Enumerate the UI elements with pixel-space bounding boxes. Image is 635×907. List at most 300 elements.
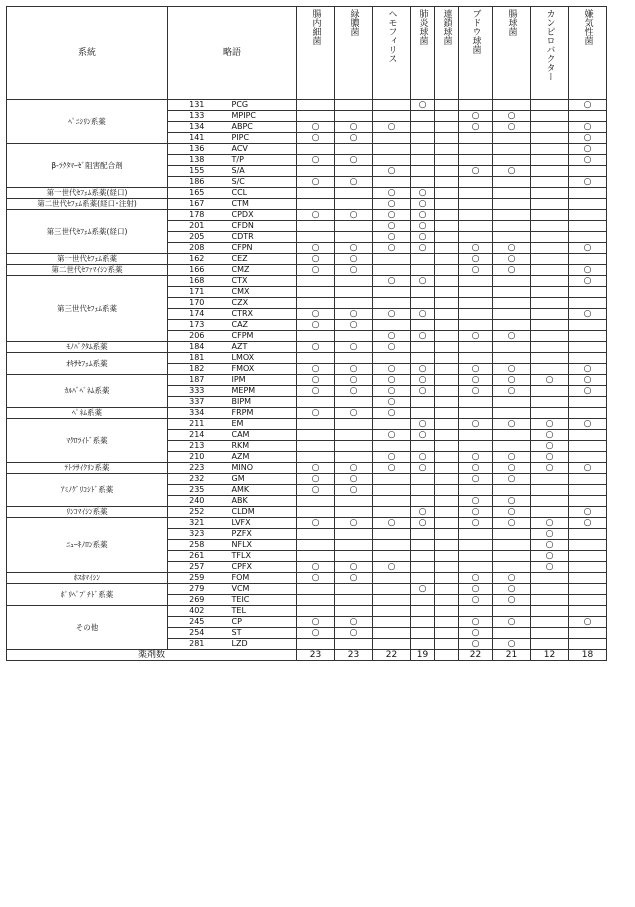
activity-cell bbox=[373, 441, 411, 452]
activity-cell: ○ bbox=[335, 155, 373, 166]
activity-cell: ○ bbox=[373, 408, 411, 419]
activity-cell bbox=[335, 430, 373, 441]
drug-abbr: IPM bbox=[226, 375, 297, 386]
activity-cell: ○ bbox=[297, 386, 335, 397]
activity-cell bbox=[569, 221, 607, 232]
activity-cell bbox=[531, 584, 569, 595]
activity-cell bbox=[459, 353, 493, 364]
drug-code: 133 bbox=[168, 111, 226, 122]
drug-code: 208 bbox=[168, 243, 226, 254]
activity-cell bbox=[531, 353, 569, 364]
drug-abbr: FMOX bbox=[226, 364, 297, 375]
activity-cell bbox=[411, 595, 435, 606]
table-footer bbox=[7, 650, 607, 661]
table-row bbox=[7, 276, 607, 287]
activity-cell bbox=[373, 496, 411, 507]
activity-cell: ○ bbox=[335, 177, 373, 188]
activity-cell: ○ bbox=[569, 155, 607, 166]
activity-cell bbox=[531, 320, 569, 331]
header-organism-5: ブドウ球菌 bbox=[459, 7, 493, 100]
drug-abbr: S/C bbox=[226, 177, 297, 188]
activity-cell bbox=[411, 144, 435, 155]
drug-abbr: CMZ bbox=[226, 265, 297, 276]
activity-cell bbox=[531, 221, 569, 232]
activity-cell: ○ bbox=[569, 386, 607, 397]
activity-cell: ○ bbox=[459, 419, 493, 430]
activity-cell bbox=[435, 551, 459, 562]
activity-cell: ○ bbox=[335, 254, 373, 265]
drug-code: 211 bbox=[168, 419, 226, 430]
activity-cell bbox=[373, 111, 411, 122]
drug-code: 259 bbox=[168, 573, 226, 584]
drug-abbr: PIPC bbox=[226, 133, 297, 144]
activity-cell: ○ bbox=[373, 243, 411, 254]
drug-abbr: CTRX bbox=[226, 309, 297, 320]
activity-cell bbox=[569, 441, 607, 452]
activity-cell bbox=[531, 606, 569, 617]
table-row bbox=[7, 210, 607, 221]
activity-cell: ○ bbox=[297, 155, 335, 166]
activity-cell bbox=[459, 562, 493, 573]
table-row bbox=[7, 144, 607, 155]
activity-cell bbox=[411, 254, 435, 265]
activity-cell bbox=[335, 452, 373, 463]
activity-cell bbox=[297, 529, 335, 540]
activity-cell: ○ bbox=[411, 507, 435, 518]
activity-cell: ○ bbox=[531, 463, 569, 474]
activity-cell bbox=[493, 232, 531, 243]
activity-cell bbox=[297, 276, 335, 287]
activity-cell bbox=[435, 331, 459, 342]
activity-cell bbox=[435, 485, 459, 496]
activity-cell bbox=[569, 353, 607, 364]
activity-cell bbox=[411, 485, 435, 496]
drug-abbr: FRPM bbox=[226, 408, 297, 419]
activity-cell: ○ bbox=[493, 595, 531, 606]
activity-cell: ○ bbox=[493, 452, 531, 463]
activity-cell: ○ bbox=[335, 518, 373, 529]
activity-cell bbox=[435, 628, 459, 639]
activity-cell bbox=[435, 111, 459, 122]
activity-cell bbox=[335, 232, 373, 243]
activity-cell bbox=[297, 441, 335, 452]
drug-code: 321 bbox=[168, 518, 226, 529]
drug-code: 281 bbox=[168, 639, 226, 650]
drug-abbr: LMOX bbox=[226, 353, 297, 364]
activity-cell bbox=[493, 210, 531, 221]
activity-cell bbox=[411, 155, 435, 166]
activity-cell: ○ bbox=[569, 133, 607, 144]
activity-cell bbox=[411, 606, 435, 617]
activity-cell bbox=[493, 397, 531, 408]
drug-abbr: S/A bbox=[226, 166, 297, 177]
activity-cell: ○ bbox=[531, 375, 569, 386]
drug-code: 323 bbox=[168, 529, 226, 540]
activity-cell bbox=[335, 397, 373, 408]
activity-cell bbox=[531, 639, 569, 650]
activity-cell bbox=[411, 287, 435, 298]
activity-cell: ○ bbox=[373, 210, 411, 221]
activity-cell bbox=[435, 573, 459, 584]
activity-cell bbox=[493, 100, 531, 111]
activity-cell bbox=[569, 298, 607, 309]
activity-cell bbox=[297, 551, 335, 562]
activity-cell: ○ bbox=[373, 452, 411, 463]
activity-cell: ○ bbox=[531, 518, 569, 529]
activity-cell bbox=[411, 320, 435, 331]
activity-cell bbox=[335, 419, 373, 430]
activity-cell bbox=[435, 364, 459, 375]
activity-cell bbox=[335, 199, 373, 210]
drug-code: 257 bbox=[168, 562, 226, 573]
activity-cell: ○ bbox=[493, 463, 531, 474]
drug-abbr: FOM bbox=[226, 573, 297, 584]
drug-abbr: TFLX bbox=[226, 551, 297, 562]
activity-cell bbox=[411, 474, 435, 485]
activity-cell: ○ bbox=[493, 331, 531, 342]
activity-cell bbox=[411, 265, 435, 276]
activity-cell: ○ bbox=[335, 386, 373, 397]
activity-cell bbox=[435, 177, 459, 188]
activity-cell: ○ bbox=[373, 331, 411, 342]
activity-cell bbox=[335, 188, 373, 199]
activity-cell bbox=[373, 529, 411, 540]
activity-cell bbox=[569, 452, 607, 463]
activity-cell: ○ bbox=[373, 375, 411, 386]
activity-cell bbox=[297, 595, 335, 606]
activity-cell: ○ bbox=[411, 364, 435, 375]
activity-cell bbox=[459, 342, 493, 353]
table-row bbox=[7, 342, 607, 353]
activity-cell bbox=[297, 496, 335, 507]
activity-cell: ○ bbox=[459, 595, 493, 606]
activity-cell: ○ bbox=[531, 452, 569, 463]
drug-abbr: CPDX bbox=[226, 210, 297, 221]
activity-cell bbox=[531, 617, 569, 628]
drug-code: 213 bbox=[168, 441, 226, 452]
activity-cell: ○ bbox=[569, 243, 607, 254]
activity-cell bbox=[435, 408, 459, 419]
group-name: その他 bbox=[7, 606, 168, 650]
activity-cell bbox=[459, 100, 493, 111]
activity-cell: ○ bbox=[569, 100, 607, 111]
drug-code: 232 bbox=[168, 474, 226, 485]
activity-cell bbox=[297, 287, 335, 298]
activity-cell bbox=[459, 430, 493, 441]
activity-cell bbox=[335, 353, 373, 364]
activity-cell bbox=[459, 133, 493, 144]
activity-cell bbox=[411, 122, 435, 133]
drug-abbr: CFPM bbox=[226, 331, 297, 342]
drug-abbr: AZT bbox=[226, 342, 297, 353]
group-name: 第二世代ｾﾌｧﾏｲｼﾝ系薬 bbox=[7, 265, 168, 276]
table-row bbox=[7, 254, 607, 265]
activity-cell bbox=[297, 353, 335, 364]
drug-code: 155 bbox=[168, 166, 226, 177]
activity-cell bbox=[411, 529, 435, 540]
activity-cell: ○ bbox=[569, 518, 607, 529]
activity-cell bbox=[373, 265, 411, 276]
activity-cell: ○ bbox=[373, 221, 411, 232]
activity-cell: ○ bbox=[569, 419, 607, 430]
activity-cell bbox=[569, 562, 607, 573]
activity-cell bbox=[373, 155, 411, 166]
activity-cell: ○ bbox=[297, 617, 335, 628]
drug-code: 136 bbox=[168, 144, 226, 155]
activity-cell bbox=[435, 210, 459, 221]
activity-cell bbox=[373, 573, 411, 584]
activity-cell: ○ bbox=[297, 122, 335, 133]
drug-code: 166 bbox=[168, 265, 226, 276]
table-row bbox=[7, 584, 607, 595]
activity-cell bbox=[435, 166, 459, 177]
activity-cell: ○ bbox=[411, 452, 435, 463]
activity-cell bbox=[411, 177, 435, 188]
activity-cell bbox=[569, 397, 607, 408]
table-row bbox=[7, 199, 607, 210]
activity-cell: ○ bbox=[459, 364, 493, 375]
footer-count: 23 bbox=[297, 650, 335, 661]
table-row bbox=[7, 606, 607, 617]
activity-cell: ○ bbox=[531, 430, 569, 441]
activity-cell bbox=[373, 595, 411, 606]
activity-cell bbox=[531, 507, 569, 518]
activity-cell bbox=[531, 342, 569, 353]
drug-abbr: CPFX bbox=[226, 562, 297, 573]
activity-cell bbox=[435, 397, 459, 408]
drug-code: 258 bbox=[168, 540, 226, 551]
drug-abbr: TEIC bbox=[226, 595, 297, 606]
activity-cell bbox=[493, 320, 531, 331]
footer-count: 23 bbox=[335, 650, 373, 661]
activity-cell bbox=[373, 639, 411, 650]
drug-code: 337 bbox=[168, 397, 226, 408]
activity-cell: ○ bbox=[569, 507, 607, 518]
activity-cell: ○ bbox=[335, 474, 373, 485]
activity-cell bbox=[493, 188, 531, 199]
activity-cell: ○ bbox=[459, 254, 493, 265]
activity-cell bbox=[531, 628, 569, 639]
activity-cell bbox=[569, 595, 607, 606]
activity-cell: ○ bbox=[411, 419, 435, 430]
activity-cell: ○ bbox=[297, 408, 335, 419]
drug-code: 181 bbox=[168, 353, 226, 364]
activity-cell: ○ bbox=[373, 518, 411, 529]
activity-cell bbox=[297, 221, 335, 232]
activity-cell bbox=[411, 397, 435, 408]
activity-cell: ○ bbox=[493, 265, 531, 276]
activity-cell bbox=[411, 166, 435, 177]
drug-code: 240 bbox=[168, 496, 226, 507]
activity-cell: ○ bbox=[373, 188, 411, 199]
activity-cell bbox=[435, 562, 459, 573]
drug-abbr: VCM bbox=[226, 584, 297, 595]
activity-cell bbox=[531, 298, 569, 309]
activity-cell bbox=[335, 331, 373, 342]
group-name: 第三世代ｾﾌｪﾑ系薬 bbox=[7, 276, 168, 342]
activity-cell bbox=[411, 617, 435, 628]
activity-cell bbox=[373, 287, 411, 298]
footer-count: 22 bbox=[459, 650, 493, 661]
activity-cell bbox=[335, 584, 373, 595]
activity-cell bbox=[373, 485, 411, 496]
drug-code: 205 bbox=[168, 232, 226, 243]
activity-cell bbox=[373, 144, 411, 155]
activity-cell: ○ bbox=[411, 232, 435, 243]
activity-cell bbox=[335, 606, 373, 617]
activity-cell bbox=[435, 452, 459, 463]
activity-cell bbox=[435, 188, 459, 199]
activity-cell: ○ bbox=[297, 342, 335, 353]
activity-cell bbox=[493, 529, 531, 540]
activity-cell: ○ bbox=[411, 100, 435, 111]
drug-abbr: RKM bbox=[226, 441, 297, 452]
activity-cell: ○ bbox=[411, 463, 435, 474]
activity-cell: ○ bbox=[297, 463, 335, 474]
activity-cell bbox=[531, 188, 569, 199]
activity-cell: ○ bbox=[459, 331, 493, 342]
activity-cell: ○ bbox=[459, 639, 493, 650]
activity-cell: ○ bbox=[493, 254, 531, 265]
activity-cell: ○ bbox=[297, 485, 335, 496]
activity-cell: ○ bbox=[335, 463, 373, 474]
activity-cell bbox=[531, 364, 569, 375]
activity-cell bbox=[459, 188, 493, 199]
activity-cell: ○ bbox=[569, 463, 607, 474]
group-name: 第二世代ｾﾌｪﾑ系薬(経口･注射) bbox=[7, 199, 168, 210]
activity-cell bbox=[493, 309, 531, 320]
activity-cell bbox=[373, 353, 411, 364]
table-row bbox=[7, 375, 607, 386]
activity-cell: ○ bbox=[297, 177, 335, 188]
activity-cell bbox=[531, 111, 569, 122]
activity-cell: ○ bbox=[569, 122, 607, 133]
activity-cell bbox=[411, 408, 435, 419]
activity-cell bbox=[493, 441, 531, 452]
activity-cell bbox=[569, 551, 607, 562]
group-name: ﾍﾟﾆｼﾘﾝ系薬 bbox=[7, 100, 168, 144]
activity-cell bbox=[335, 551, 373, 562]
activity-cell bbox=[459, 276, 493, 287]
activity-cell bbox=[373, 419, 411, 430]
activity-cell bbox=[569, 430, 607, 441]
activity-cell bbox=[569, 584, 607, 595]
drug-code: 402 bbox=[168, 606, 226, 617]
activity-cell bbox=[297, 199, 335, 210]
activity-cell bbox=[435, 540, 459, 551]
activity-cell bbox=[459, 606, 493, 617]
activity-cell bbox=[531, 397, 569, 408]
activity-cell: ○ bbox=[335, 320, 373, 331]
activity-cell: ○ bbox=[493, 639, 531, 650]
activity-cell bbox=[373, 100, 411, 111]
table-row bbox=[7, 188, 607, 199]
activity-cell bbox=[411, 540, 435, 551]
footer-count: 19 bbox=[411, 650, 435, 661]
activity-cell bbox=[435, 595, 459, 606]
footer-count: 18 bbox=[569, 650, 607, 661]
activity-cell bbox=[569, 166, 607, 177]
activity-cell bbox=[373, 254, 411, 265]
group-name: ﾎﾟﾘﾍﾟﾌﾟﾁﾄﾞ系薬 bbox=[7, 584, 168, 606]
drug-code: 210 bbox=[168, 452, 226, 463]
activity-cell bbox=[297, 144, 335, 155]
activity-cell: ○ bbox=[493, 111, 531, 122]
activity-cell: ○ bbox=[297, 573, 335, 584]
header-organism-2: ヘモフィリス bbox=[373, 7, 411, 100]
drug-code: 174 bbox=[168, 309, 226, 320]
activity-cell bbox=[569, 210, 607, 221]
activity-cell: ○ bbox=[373, 342, 411, 353]
activity-cell: ○ bbox=[411, 188, 435, 199]
activity-cell bbox=[493, 133, 531, 144]
footer-label: 薬剤数 bbox=[7, 650, 297, 661]
drug-abbr: NFLX bbox=[226, 540, 297, 551]
activity-cell bbox=[435, 243, 459, 254]
activity-cell: ○ bbox=[297, 309, 335, 320]
table-row bbox=[7, 463, 607, 474]
table-row bbox=[7, 573, 607, 584]
group-name: 第一世代ｾﾌｪﾑ系薬 bbox=[7, 254, 168, 265]
activity-cell bbox=[531, 155, 569, 166]
activity-cell bbox=[459, 210, 493, 221]
header-organism-3: 肺炎球菌 bbox=[411, 7, 435, 100]
activity-cell: ○ bbox=[459, 265, 493, 276]
activity-cell bbox=[459, 441, 493, 452]
activity-cell bbox=[297, 507, 335, 518]
activity-cell: ○ bbox=[411, 210, 435, 221]
drug-abbr: CP bbox=[226, 617, 297, 628]
activity-cell: ○ bbox=[459, 111, 493, 122]
activity-cell bbox=[459, 551, 493, 562]
activity-cell bbox=[569, 232, 607, 243]
table-row bbox=[7, 419, 607, 430]
activity-cell bbox=[297, 100, 335, 111]
footer-count: 22 bbox=[373, 650, 411, 661]
activity-cell: ○ bbox=[493, 474, 531, 485]
activity-cell bbox=[335, 144, 373, 155]
activity-cell: ○ bbox=[531, 441, 569, 452]
activity-cell: ○ bbox=[459, 122, 493, 133]
activity-cell: ○ bbox=[531, 529, 569, 540]
drug-code: 223 bbox=[168, 463, 226, 474]
activity-cell bbox=[435, 254, 459, 265]
activity-cell bbox=[335, 111, 373, 122]
table-row bbox=[7, 265, 607, 276]
activity-cell bbox=[493, 551, 531, 562]
activity-cell: ○ bbox=[297, 320, 335, 331]
activity-cell bbox=[435, 496, 459, 507]
activity-cell: ○ bbox=[373, 199, 411, 210]
activity-cell bbox=[335, 595, 373, 606]
activity-cell: ○ bbox=[493, 386, 531, 397]
drug-abbr: CTX bbox=[226, 276, 297, 287]
header-organism-0: 腸内細菌 bbox=[297, 7, 335, 100]
activity-cell: ○ bbox=[493, 518, 531, 529]
header-organism-8: 嫌気性菌 bbox=[569, 7, 607, 100]
activity-cell: ○ bbox=[459, 452, 493, 463]
activity-cell: ○ bbox=[459, 375, 493, 386]
activity-cell bbox=[435, 298, 459, 309]
drug-code: 187 bbox=[168, 375, 226, 386]
activity-cell: ○ bbox=[297, 364, 335, 375]
activity-cell bbox=[435, 265, 459, 276]
activity-cell bbox=[569, 496, 607, 507]
activity-cell: ○ bbox=[297, 210, 335, 221]
activity-cell bbox=[435, 232, 459, 243]
activity-cell bbox=[411, 639, 435, 650]
activity-cell: ○ bbox=[459, 507, 493, 518]
